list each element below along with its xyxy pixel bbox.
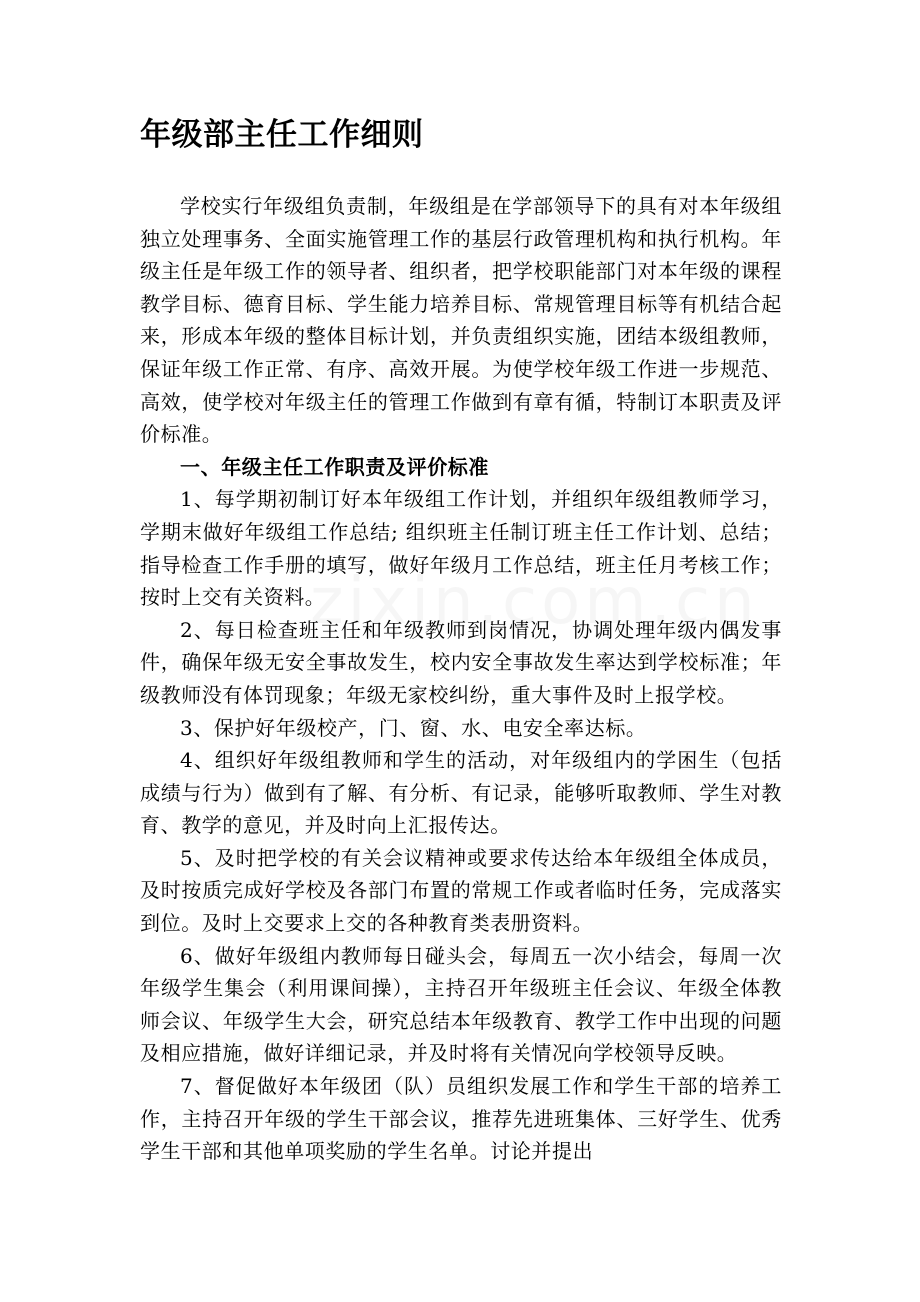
item-paragraph-3: 3、保护好年级校产，门、窗、水、电安全率达标。 xyxy=(180,715,647,740)
item-paragraph-4: 4、组织好年级组教师和学生的活动，对年级组内的学困生（包括成绩与行为）做到有了解、有分析、有记录，能够听取教师、学生对教育、教学的意见，并及时向上汇报传达。 xyxy=(140,748,782,838)
intro-paragraph: 学校实行年级组负责制，年级组是在学部领导下的具有对本年级组独立处理事务、全面实施管理工作的基层行政管理机构和执行机构。年级主任是年级工作的领导者、组织者，把学校职能部门对本年级的课程教学目标、德育目标、学生能力培养目标、常规管理目标等有机结合起来，形成本年级的整体目标计划，并负责组织实施，团结本级组教师，保证年级工作正常、有序、高效开展。为使学校年级工作进一步规范、高效，使学校对年级主任的管理工作做到有章有循，特制订本职责及评价标准。 xyxy=(140,194,782,447)
item-paragraph-6: 6、做好年级组内教师每日碰头会，每周五一次小结会，每周一次年级学生集会（利用课间操），主持召开年级班主任会议、年级全体教师会议、年级学生大会，研究总结本年级教育、教学工作中出现的问题及相应措施，做好详细记录，并及时将有关情况向学校领导反映。 xyxy=(140,943,782,1066)
item-paragraph-2: 2、每日检查班主任和年级教师到岗情况，协调处理年级内偶发事件，确保年级无安全事故发生，校内安全事故发生率达到学校标准；年级教师没有体罚现象；年级无家校纠纷，重大事件及时上报学校。 xyxy=(140,617,782,707)
item-paragraph-7: 7、督促做好本年级团（队）员组织发展工作和学生干部的培养工作，主持召开年级的学生干部会议，推荐先进班集体、三好学生、优秀学生干部和其他单项奖励的学生名单。讨论并提出 xyxy=(140,1074,782,1164)
section-heading: 一、年级主任工作职责及评价标准 xyxy=(180,454,489,479)
document-title: 年级部主任工作细则 xyxy=(140,117,424,153)
document-body xyxy=(140,190,782,1168)
document-page xyxy=(140,112,782,1168)
item-paragraph-5: 5、及时把学校的有关会议精神或要求传达给本年级组全体成员，及时按质完成好学校及各部门布置的常规工作或者临时任务，完成落实到位。及时上交要求上交的各种教育类表册资料。 xyxy=(140,845,782,936)
item-paragraph-1: 1、每学期初制订好本年级组工作计划，并组织年级组教师学习，学期末做好年级组工作总结; 组织班主任制订班主任工作计划、总结；指导检查工作手册的填写，做好年级月工作总结，班主任月考核工作；按时上交有关资料。 xyxy=(140,487,782,610)
